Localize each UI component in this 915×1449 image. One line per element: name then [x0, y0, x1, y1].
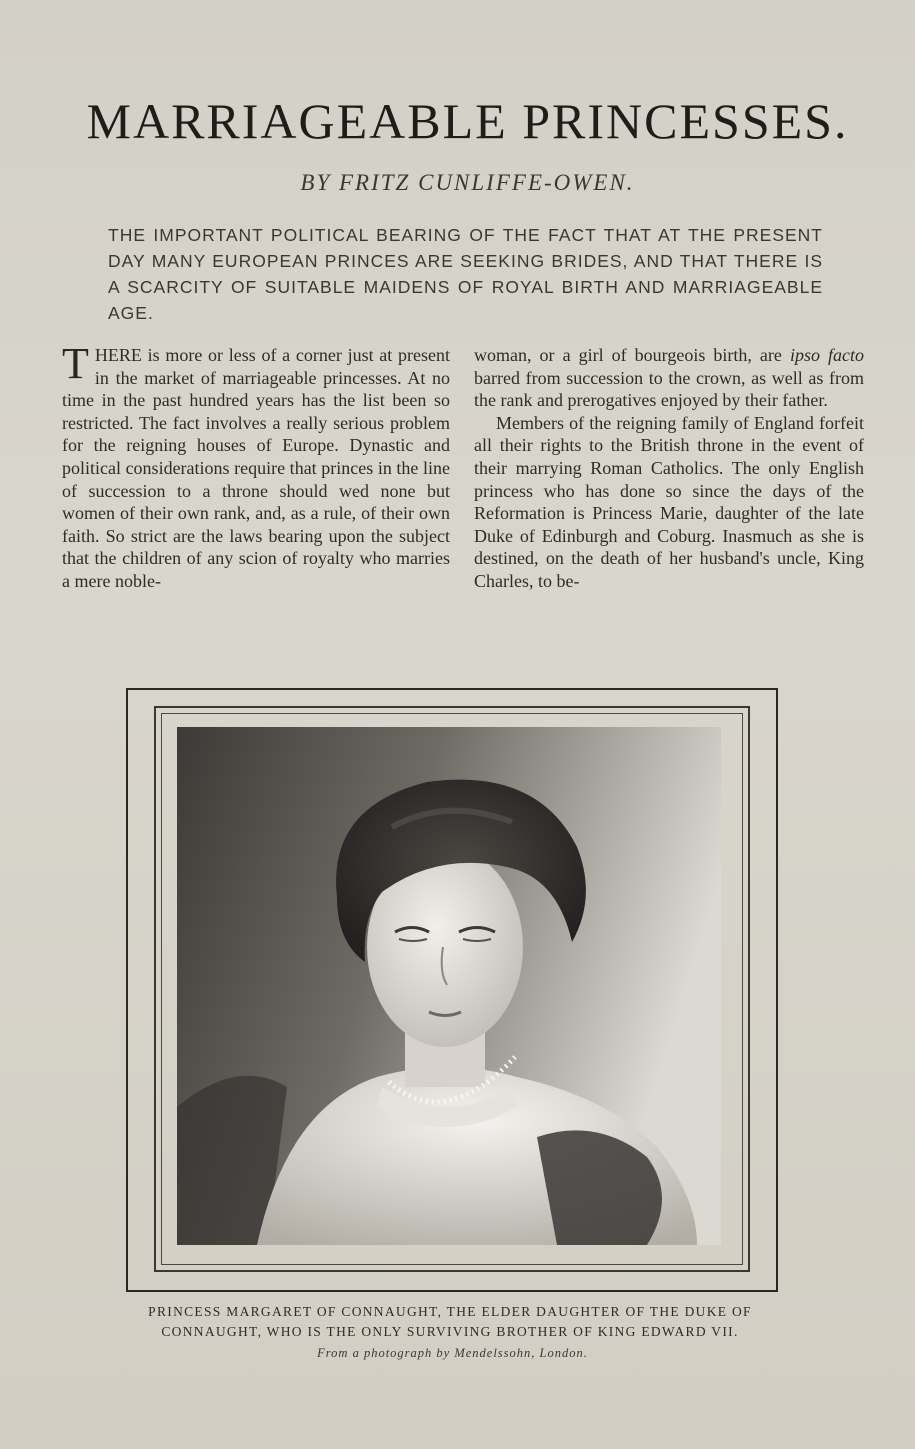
drop-cap: T: [62, 339, 89, 388]
latin-phrase: ipso facto: [789, 345, 864, 365]
article-byline: BY FRITZ CUNLIFFE-OWEN.: [300, 170, 635, 195]
portrait-illustration: [177, 727, 721, 1245]
photo-frame: [126, 688, 778, 1292]
photo-credit: From a photograph by Mendelssohn, London.: [317, 1346, 588, 1360]
article-title: MARRIAGEABLE PRINCESSES.: [86, 93, 849, 149]
body-column-left: [62, 339, 450, 593]
photo-border: [154, 706, 750, 1272]
body-column-right: [474, 344, 864, 593]
photo-caption: PRINCESS MARGARET OF CONNAUGHT, THE ELDER DAUGHTER OF THE DUKE OF CONNAUGHT, WHO IS THE ONLY SURVIVING BROTHER OF KING EDWARD VII.: [148, 1304, 752, 1339]
column-right-paragraph-2: Members of the reigning family of England forfeit all their rights to the British throne in the event of their marrying Roman Catholics. The only English princess who has done so since the days of the Reformation is Princess Marie, daughter of the late Duke of Edinburgh and Coburg. Inasmuch as she is destined, on the death of her husband's uncle, King Charles, to be-: [474, 412, 864, 591]
column-right-paragraph-1: woman, or a girl of bourgeois birth, are ipso facto barred from succession to the crown, as well as from the rank and prerogatives enjoyed by their father.: [474, 345, 864, 411]
column-left-text: HERE is more or less of a corner just at present in the market of marriageable princesses. At no time in the past hundred years has the list been so restricted. The fact involves a really serious problem for the reigning houses of Europe. Dynastic and political considerations require that princes in the line of succession to a throne should wed none but women of their own rank, and, as a rule, of their own faith. So strict are the laws bearing upon the subject that the children of any scion of royalty who marries a mere noble-: [62, 345, 450, 591]
portrait-photo: [177, 727, 721, 1245]
article-subhead: THE IMPORTANT POLITICAL BEARING OF THE FACT THAT AT THE PRESENT DAY MANY EUROPEAN PRINCES ARE SEEKING BRIDES, AND THAT THERE IS A SCARCITY OF SUITABLE MAIDENS OF ROYAL BIRTH AND MARRIAGEABLE AGE.: [108, 225, 823, 323]
